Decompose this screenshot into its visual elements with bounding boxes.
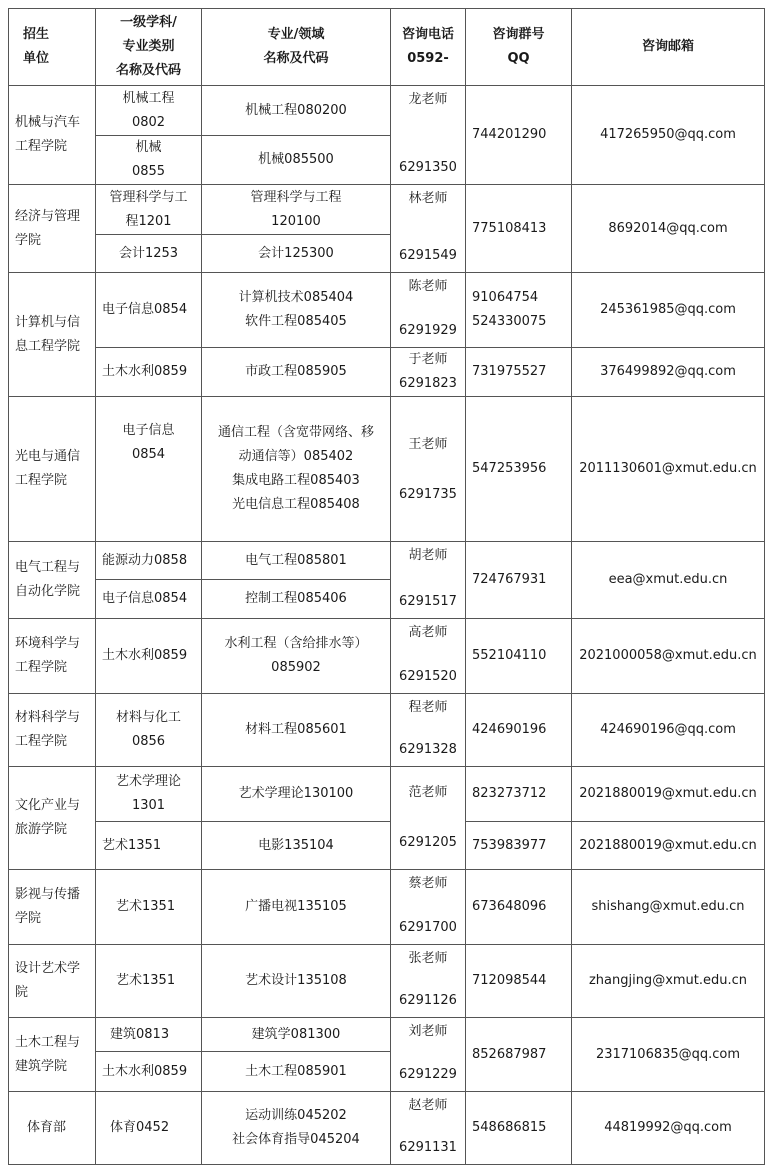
email-address: 2317106835@qq.com [595, 1046, 741, 1062]
email-address: 44819992@qq.com [604, 1120, 732, 1135]
email-cell [572, 397, 765, 542]
teacher-name: 赵老师 [408, 1098, 448, 1113]
qq-cell [466, 619, 572, 694]
qq-cell [466, 542, 572, 619]
phone-number: 6291229 [399, 1067, 457, 1082]
email-address: 2021880019@xmut.edu.cn [579, 837, 757, 853]
unit-cell [9, 1018, 96, 1092]
category-line: 0802 [131, 114, 166, 130]
teacher-name: 高老师 [408, 625, 448, 640]
major-line: 通信工程（含宽带网络、移 [217, 425, 374, 440]
major-cell [202, 185, 391, 235]
qq-group-number: 552104110 [472, 648, 547, 663]
header-category-line: 名称及代码 [115, 63, 181, 78]
teacher-name: 程老师 [408, 700, 448, 715]
unit-line: 材料科学与 [15, 710, 81, 725]
qq-group-number: 712098544 [472, 973, 547, 988]
table-row [9, 348, 765, 397]
email-cell [572, 619, 765, 694]
category-cell [96, 767, 202, 822]
unit-line: 机械与汽车 [15, 115, 81, 130]
major-cell [202, 870, 391, 945]
unit-line: 工程学院 [15, 473, 68, 488]
major-line: 材料工程085601 [245, 722, 347, 737]
qq-group-number: 753983977 [472, 837, 547, 853]
major-line: 动通信等）085402 [238, 449, 354, 464]
phone-cell [391, 619, 466, 694]
unit-cell [9, 945, 96, 1018]
table-row [9, 542, 765, 580]
teacher-name: 于老师 [408, 352, 448, 367]
unit-cell [9, 767, 96, 870]
category-cell [96, 619, 202, 694]
major-line: 会计125300 [258, 245, 334, 261]
qq-cell [466, 273, 572, 348]
qq-group-number: 91064754 [472, 290, 539, 305]
major-cell [202, 348, 391, 397]
major-line: 市政工程085905 [245, 364, 347, 379]
major-cell [202, 1092, 391, 1165]
phone-cell [391, 273, 466, 348]
category-line: 能源动力0858 [102, 552, 188, 568]
table-row [9, 822, 765, 870]
unit-line: 学院 [15, 911, 42, 926]
category-line: 艺术1351 [116, 899, 176, 914]
email-address: shishang@xmut.edu.cn [591, 899, 745, 914]
major-cell [202, 945, 391, 1018]
major-cell [202, 542, 391, 580]
unit-line: 工程学院 [15, 139, 68, 154]
unit-line: 学院 [15, 232, 42, 248]
unit-line: 工程学院 [15, 660, 68, 675]
unit-line: 影视与传播 [15, 887, 81, 902]
unit-cell [9, 870, 96, 945]
category-cell [96, 1018, 202, 1052]
category-cell [96, 273, 202, 348]
major-line: 085902 [271, 660, 321, 675]
major-cell [202, 767, 391, 822]
qq-cell [466, 86, 572, 185]
category-line: 艺术1351 [116, 973, 176, 988]
email-address: 2021000058@xmut.edu.cn [579, 648, 757, 663]
email-address: 245361985@qq.com [600, 302, 736, 317]
category-line: 材料与化工 [115, 710, 181, 725]
table-row [9, 273, 765, 348]
phone-number: 6291126 [399, 993, 457, 1008]
phone-number: 6291328 [399, 742, 457, 757]
unit-line: 旅游学院 [15, 822, 68, 837]
unit-cell [9, 694, 96, 767]
category-cell [96, 580, 202, 619]
phone-cell [391, 767, 466, 870]
teacher-name: 陈老师 [408, 279, 448, 294]
category-line: 机械 [135, 140, 162, 155]
major-line: 土木工程085901 [245, 1063, 347, 1079]
header-major-line: 专业/领域 [267, 27, 325, 42]
table-row [9, 694, 765, 767]
table-row [9, 619, 765, 694]
phone-cell [391, 870, 466, 945]
phone-number: 6291517 [399, 594, 457, 609]
header-qq-line: QQ [507, 51, 530, 66]
table-row [9, 1092, 765, 1165]
category-cell [96, 870, 202, 945]
category-cell [96, 185, 202, 235]
email-cell [572, 822, 765, 870]
email-cell [572, 348, 765, 397]
category-cell [96, 136, 202, 185]
table-row [9, 767, 765, 822]
unit-line: 息工程学院 [15, 338, 81, 354]
qq-group-number: 744201290 [472, 127, 547, 142]
unit-cell [9, 86, 96, 185]
unit-cell [9, 185, 96, 273]
category-line: 1301 [131, 798, 166, 813]
unit-line: 环境科学与 [15, 636, 81, 651]
major-line: 电气工程085801 [245, 552, 347, 568]
phone-number: 6291929 [399, 323, 457, 338]
major-cell [202, 1018, 391, 1052]
header-unit [9, 9, 96, 86]
teacher-name: 张老师 [408, 951, 448, 966]
qq-cell [466, 767, 572, 822]
category-line: 机械工程 [122, 90, 175, 106]
qq-group-number: 852687987 [472, 1046, 547, 1062]
email-cell [572, 767, 765, 822]
email-cell [572, 86, 765, 185]
category-line: 艺术1351 [102, 837, 162, 853]
category-line: 体育0452 [110, 1120, 170, 1135]
category-cell [96, 694, 202, 767]
phone-number: 6291520 [399, 669, 457, 684]
phone-number: 6291350 [399, 160, 457, 175]
major-line: 水利工程（含给排水等） [224, 636, 368, 651]
category-cell [96, 348, 202, 397]
table-row [9, 185, 765, 235]
teacher-name: 林老师 [408, 191, 448, 206]
email-address: zhangjing@xmut.edu.cn [588, 973, 748, 988]
phone-cell [391, 348, 466, 397]
qq-group-number: 673648096 [472, 899, 547, 914]
qq-cell [466, 1092, 572, 1165]
header-major [202, 9, 391, 86]
category-line: 程1201 [125, 213, 172, 229]
qq-cell [466, 185, 572, 273]
category-line: 艺术学理论 [115, 774, 181, 789]
unit-cell [9, 542, 96, 619]
phone-cell [391, 694, 466, 767]
email-address: 424690196@qq.com [600, 722, 736, 737]
phone-cell [391, 185, 466, 273]
unit-line: 经济与管理 [15, 208, 81, 224]
email-address: 376499892@qq.com [600, 364, 736, 379]
category-line: 电子信息0854 [102, 591, 188, 606]
table-row [9, 1018, 765, 1052]
major-line: 光电信息工程085408 [232, 497, 360, 512]
major-line: 机械工程080200 [245, 102, 347, 118]
unit-line: 体育部 [27, 1120, 67, 1135]
phone-cell [391, 86, 466, 185]
email-address: 417265950@qq.com [600, 127, 736, 142]
header-phone [391, 9, 466, 86]
teacher-name: 王老师 [408, 437, 448, 452]
major-line: 软件工程085405 [245, 314, 347, 329]
qq-group-number: 547253956 [472, 461, 547, 476]
major-line: 控制工程085406 [245, 591, 347, 606]
header-major-line: 名称及代码 [263, 51, 329, 66]
table-row [9, 870, 765, 945]
major-line: 社会体育指导045204 [232, 1132, 360, 1147]
email-cell [572, 1092, 765, 1165]
teacher-name: 胡老师 [408, 548, 448, 563]
category-line: 0856 [131, 734, 166, 749]
unit-line: 文化产业与 [15, 798, 81, 813]
table-row [9, 945, 765, 1018]
teacher-name: 蔡老师 [408, 876, 448, 891]
email-cell [572, 273, 765, 348]
phone-number: 6291131 [399, 1140, 457, 1155]
phone-cell [391, 397, 466, 542]
unit-line: 计算机与信 [15, 314, 81, 330]
unit-line: 土木工程与 [15, 1034, 81, 1050]
email-address: 2021880019@xmut.edu.cn [579, 786, 757, 801]
qq-cell [466, 348, 572, 397]
category-line: 土木水利0859 [102, 1063, 188, 1079]
qq-cell [466, 870, 572, 945]
major-line: 计算机技术085404 [238, 290, 354, 305]
phone-cell [391, 542, 466, 619]
header-row [9, 9, 765, 86]
major-cell [202, 694, 391, 767]
phone-number: 6291549 [399, 248, 457, 263]
email-cell [572, 185, 765, 273]
major-cell [202, 1052, 391, 1092]
category-line: 电子信息0854 [102, 302, 188, 317]
major-line: 机械085500 [258, 152, 334, 167]
category-line: 电子信息 [122, 423, 175, 438]
header-phone-line: 0592- [407, 51, 449, 66]
qq-cell [466, 1018, 572, 1092]
email-cell [572, 542, 765, 619]
unit-cell [9, 273, 96, 397]
teacher-name: 范老师 [408, 785, 448, 800]
category-line: 建筑0813 [110, 1026, 170, 1042]
email-address: 8692014@qq.com [608, 220, 728, 236]
qq-group-number: 823273712 [472, 786, 547, 801]
table-row [9, 397, 765, 542]
email-cell [572, 1018, 765, 1092]
category-cell [96, 945, 202, 1018]
qq-group-number: 524330075 [472, 314, 547, 329]
unit-cell [9, 1092, 96, 1165]
category-cell [96, 822, 202, 870]
teacher-name: 龙老师 [408, 92, 448, 107]
unit-line: 建筑学院 [15, 1058, 68, 1074]
qq-group-number: 731975527 [472, 364, 547, 379]
phone-number: 6291735 [399, 487, 457, 502]
qq-group-number: 724767931 [472, 572, 547, 587]
unit-line: 工程学院 [15, 734, 68, 749]
qq-cell [466, 945, 572, 1018]
category-line: 会计1253 [118, 245, 179, 261]
qq-cell [466, 822, 572, 870]
header-category-line: 一级学科/ [120, 15, 177, 30]
header-phone-line: 咨询电话 [401, 27, 454, 42]
category-line: 土木水利0859 [102, 648, 188, 663]
category-cell [96, 1092, 202, 1165]
header-unit-line: 单位 [23, 51, 50, 66]
unit-line: 设计艺术学 [15, 961, 81, 976]
major-cell [202, 136, 391, 185]
header-category [96, 9, 202, 86]
category-line: 0854 [131, 447, 166, 462]
major-line: 集成电路工程085403 [232, 473, 360, 488]
header-qq [466, 9, 572, 86]
major-cell [202, 235, 391, 273]
major-cell [202, 397, 391, 542]
phone-cell [391, 1092, 466, 1165]
unit-cell [9, 397, 96, 542]
major-line: 艺术设计135108 [245, 973, 347, 988]
category-cell [96, 86, 202, 136]
unit-line: 院 [15, 985, 29, 1000]
teacher-name: 刘老师 [408, 1024, 448, 1039]
major-cell [202, 619, 391, 694]
category-cell [96, 1052, 202, 1092]
qq-group-number: 548686815 [472, 1120, 547, 1135]
email-address: 2011130601@xmut.edu.cn [579, 461, 757, 476]
email-address: eea@xmut.edu.cn [608, 572, 728, 587]
category-cell [96, 542, 202, 580]
category-line: 土木水利0859 [102, 364, 188, 379]
admissions-contact-table [8, 8, 765, 1165]
major-line: 建筑学081300 [251, 1026, 341, 1042]
table-row [9, 86, 765, 136]
major-line: 运动训练045202 [245, 1108, 347, 1123]
email-cell [572, 945, 765, 1018]
major-cell [202, 86, 391, 136]
major-line: 管理科学与工程 [250, 189, 342, 205]
major-line: 120100 [271, 213, 321, 229]
phone-number: 6291823 [399, 376, 457, 391]
unit-line: 光电与通信 [15, 449, 81, 464]
phone-cell [391, 945, 466, 1018]
admissions-contact-table-container [8, 8, 765, 1165]
major-line: 广播电视135105 [245, 899, 347, 914]
major-cell [202, 822, 391, 870]
header-qq-line: 咨询群号 [492, 27, 545, 42]
major-cell [202, 580, 391, 619]
header-unit-line: 招生 [23, 27, 50, 42]
qq-group-number: 424690196 [472, 722, 547, 737]
major-line: 艺术学理论130100 [238, 786, 354, 801]
header-email: 咨询邮箱 [572, 9, 765, 86]
category-cell [96, 397, 202, 542]
major-cell [202, 273, 391, 348]
category-line: 管理科学与工 [109, 189, 188, 205]
major-line: 电影135104 [258, 837, 334, 853]
unit-line: 自动化学院 [15, 584, 81, 599]
unit-cell [9, 619, 96, 694]
phone-number: 6291700 [399, 920, 457, 935]
qq-cell [466, 694, 572, 767]
qq-cell [466, 397, 572, 542]
category-line: 0855 [131, 164, 166, 179]
category-cell [96, 235, 202, 273]
email-cell [572, 694, 765, 767]
unit-line: 电气工程与 [15, 560, 81, 575]
phone-cell [391, 1018, 466, 1092]
header-category-line: 专业类别 [122, 39, 175, 54]
email-cell [572, 870, 765, 945]
phone-number: 6291205 [399, 835, 457, 850]
qq-group-number: 775108413 [472, 220, 547, 236]
